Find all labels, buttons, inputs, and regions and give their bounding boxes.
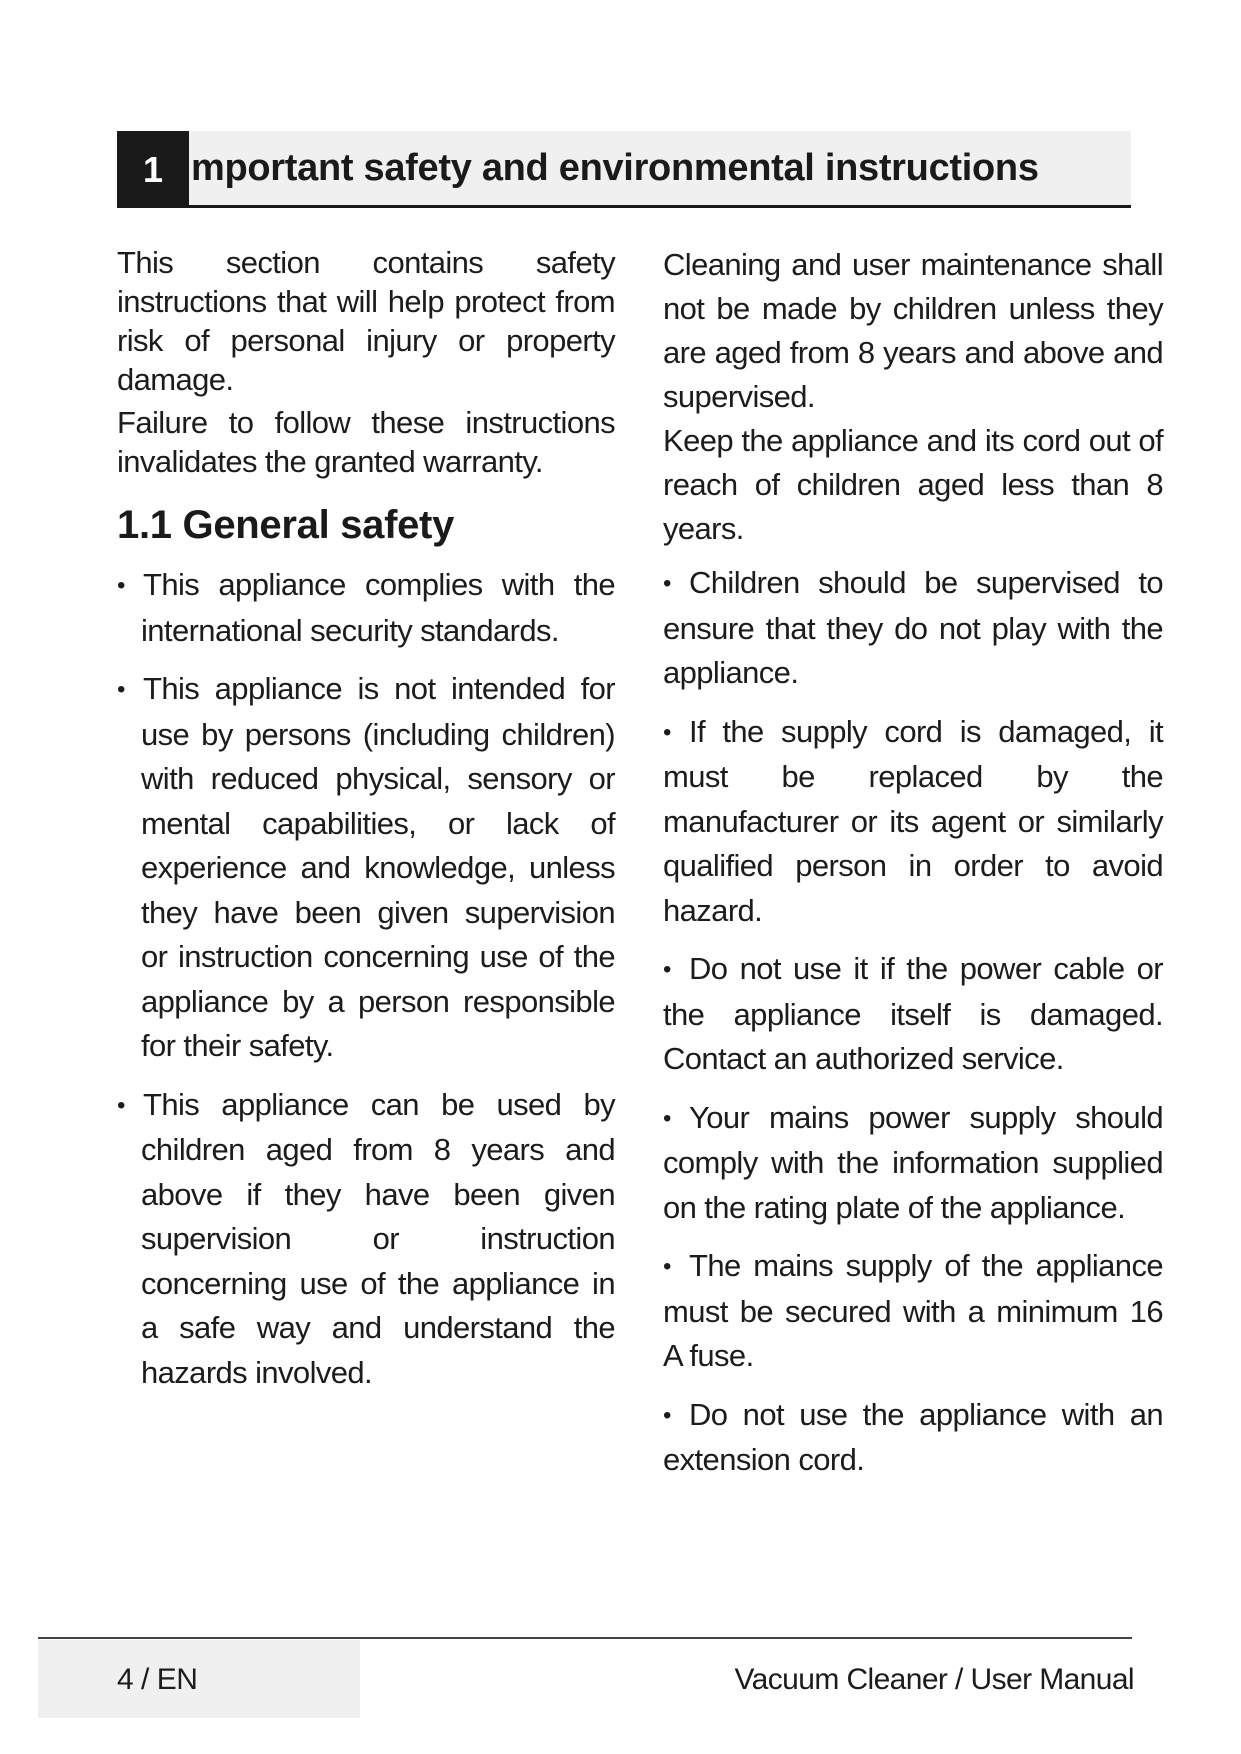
list-item — [117, 563, 615, 653]
list-item-text: Do not use the appliance with an extension cord. — [663, 1396, 1163, 1477]
list-item-text: This appliance can be used by children aged from 8 years and above if they have been given supervision or instruction concerning use of the appliance in a safe way and understand the hazards involved. — [141, 1086, 615, 1390]
bullet-icon: • — [117, 676, 125, 703]
chapter-number: 1 — [117, 131, 189, 208]
list-item-text: The mains supply of the appliance must be secured with a minimum 16 A fuse. — [663, 1248, 1163, 1373]
list-item-text: This appliance complies with the international security standards. — [141, 567, 615, 648]
list-item — [663, 1393, 1163, 1483]
footer-divider — [38, 1637, 1132, 1639]
bullet-icon: • — [663, 1401, 671, 1429]
running-title: Vacuum Cleaner / User Manual — [734, 1663, 1134, 1696]
list-item-text: Children should be supervised to ensure that they do not play with the appliance. — [663, 565, 1163, 690]
bullet-icon: • — [663, 1253, 671, 1280]
intro-paragraph: This section contains safety instructions that will help protect from risk of personal injury or property damage. — [117, 245, 615, 397]
list-item-text: Your mains power supply should comply with the information supplied on the rating plate of the appliance. — [663, 1099, 1163, 1225]
body-paragraph: Cleaning and user maintenance shall not be made by children unless they are aged from 8 years and above and supervised. — [663, 247, 1163, 414]
list-item-text: This appliance is not intended for use by persons (including children) with reduced physical, sensory or mental capabilities, or lack of experience and knowledge, unless they have been given supervision or instruction concerning use of the appliance by a person responsible for their safety. — [141, 671, 615, 1063]
chapter-header — [117, 131, 1131, 208]
list-item — [663, 561, 1163, 696]
left-column — [117, 243, 615, 1409]
left-bullet-list — [117, 563, 615, 1395]
body-paragraph: Keep the appliance and its cord out of reach of children aged less than 8 years. — [663, 423, 1163, 546]
list-item — [663, 1244, 1163, 1379]
list-item — [117, 667, 615, 1069]
bullet-icon: • — [663, 570, 671, 597]
list-item — [663, 947, 1163, 1082]
bullet-icon: • — [117, 1091, 125, 1119]
footer-page-box — [38, 1640, 360, 1718]
bullet-icon: • — [663, 956, 671, 983]
list-item-text: Do not use it if the power cable or the appliance itself is damaged. Contact an authorized service. — [663, 951, 1163, 1076]
page-number: 4 / EN — [117, 1663, 198, 1696]
right-column — [663, 243, 1163, 1497]
list-item — [663, 710, 1163, 934]
right-bullet-list — [663, 561, 1163, 1483]
bullet-icon: • — [663, 718, 671, 746]
right-paragraphs — [663, 243, 1163, 551]
bullet-icon: • — [663, 1104, 671, 1132]
intro-paragraph: Failure to follow these instructions invalidates the granted warranty. — [117, 405, 615, 479]
section-heading: 1.1 General safety — [117, 503, 455, 547]
chapter-title: mportant safety and environmental instructions — [191, 147, 1039, 189]
bullet-icon: • — [117, 572, 125, 599]
list-item — [663, 1096, 1163, 1231]
list-item — [117, 1083, 615, 1396]
list-item-text: If the supply cord is damaged, it must be replaced by the manufacturer or its agent or similarly qualified person in order to avoid hazard. — [663, 713, 1163, 928]
